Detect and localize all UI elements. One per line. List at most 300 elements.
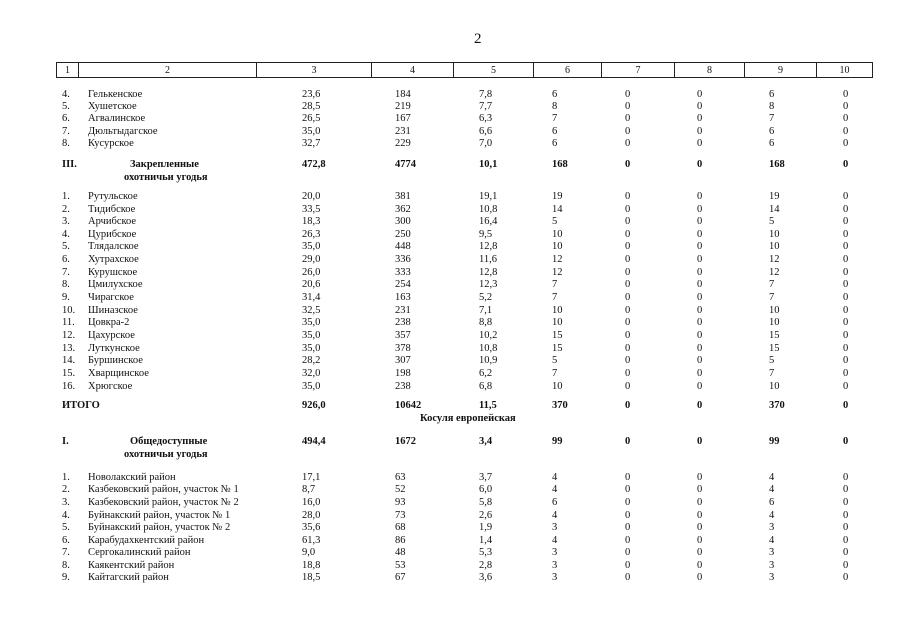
- cell-c9: 6: [769, 126, 775, 137]
- cell-c9: 6: [769, 89, 775, 100]
- cell-c9: 7: [769, 113, 775, 124]
- cell-c8: 0: [697, 89, 703, 100]
- cell-c9: 7: [769, 368, 775, 379]
- cell-name: Кайтагский район: [88, 572, 169, 583]
- cell-c4: 167: [395, 113, 411, 124]
- cell-c7: 0: [625, 484, 631, 495]
- cell-c5: 11,6: [479, 254, 497, 265]
- table-row: [0, 253, 905, 266]
- cell-c3: 33,5: [302, 204, 321, 215]
- cell-c10: 0: [843, 191, 849, 202]
- cell-c3: 32,0: [302, 368, 321, 379]
- cell-name: Новолакский район: [88, 472, 176, 483]
- cell-c3: 35,0: [302, 317, 321, 328]
- cell-name: Тлядалское: [88, 241, 139, 252]
- cell-c10: 0: [843, 267, 849, 278]
- cell-c7: 0: [625, 436, 631, 447]
- cell-c8: 0: [697, 267, 703, 278]
- cell-c4: 67: [395, 572, 406, 583]
- cell-c9: 10: [769, 241, 780, 252]
- cell-c6: 4: [552, 535, 558, 546]
- cell-c7: 0: [625, 497, 631, 508]
- cell-c8: 0: [697, 216, 703, 227]
- table-row: [0, 367, 905, 380]
- cell-name: Буйнакский район, участок № 2: [88, 522, 231, 533]
- cell-num: 3.: [62, 216, 70, 227]
- cell-c3: 32,7: [302, 138, 321, 149]
- table-row: [0, 354, 905, 367]
- cell-name: Казбековский район, участок № 1: [88, 484, 239, 495]
- cell-name: Закрепленные: [130, 159, 199, 170]
- column-header-7: 7: [602, 63, 675, 77]
- cell-c8: 0: [697, 522, 703, 533]
- cell-c10: 0: [843, 254, 849, 265]
- table-row: [0, 240, 905, 253]
- cell-c6: 14: [552, 204, 563, 215]
- cell-c7: 0: [625, 355, 631, 366]
- column-header-10: 10: [839, 64, 850, 76]
- cell-c6: 15: [552, 330, 563, 341]
- cell-c10: 0: [843, 355, 849, 366]
- cell-c3: 23,6: [302, 89, 321, 100]
- cell-c9: 3: [769, 560, 775, 571]
- cell-c6: 370: [552, 400, 568, 411]
- cell-num: 6.: [62, 535, 70, 546]
- cell-c8: 0: [697, 572, 703, 583]
- cell-c6: 12: [552, 254, 563, 265]
- column-header-9: 9: [745, 63, 817, 77]
- cell-c6: 15: [552, 343, 563, 354]
- cell-c3: 35,6: [302, 522, 321, 533]
- cell-name-line2: охотничьи угодья: [124, 449, 208, 460]
- cell-c9: 7: [769, 292, 775, 303]
- cell-num: 2.: [62, 204, 70, 215]
- cell-num: 5.: [62, 522, 70, 533]
- cell-c5: 6,6: [479, 126, 493, 137]
- cell-c4: 250: [395, 229, 411, 240]
- cell-c7: 0: [625, 572, 631, 583]
- cell-c8: 0: [697, 292, 703, 303]
- cell-num: 6.: [62, 254, 70, 265]
- cell-c6: 10: [552, 381, 563, 392]
- cell-c7: 0: [625, 204, 631, 215]
- cell-c6: 6: [552, 89, 558, 100]
- cell-c10: 0: [843, 113, 849, 124]
- cell-c10: 0: [843, 535, 849, 546]
- cell-name: Шиназское: [88, 305, 138, 316]
- column-header-1: 1: [57, 63, 79, 77]
- cell-c10: 0: [843, 400, 849, 411]
- cell-num: 10.: [62, 305, 76, 316]
- cell-c5: 1,4: [479, 535, 493, 546]
- cell-c6: 10: [552, 317, 563, 328]
- cell-name: Казбековский район, участок № 2: [88, 497, 239, 508]
- cell-c8: 0: [697, 113, 703, 124]
- cell-c8: 0: [697, 381, 703, 392]
- cell-c3: 61,3: [302, 535, 321, 546]
- cell-c6: 5: [552, 216, 558, 227]
- cell-c3: 8,7: [302, 484, 316, 495]
- cell-c10: 0: [843, 343, 849, 354]
- cell-num: 7.: [62, 547, 70, 558]
- cell-name-line2: охотничьи угодья: [124, 172, 208, 183]
- cell-c4: 231: [395, 305, 411, 316]
- cell-c3: 18,5: [302, 572, 321, 583]
- cell-c10: 0: [843, 279, 849, 290]
- cell-name: Буршинское: [88, 355, 143, 366]
- cell-num: III.: [62, 159, 77, 170]
- cell-c4: 86: [395, 535, 406, 546]
- cell-c3: 31,4: [302, 292, 321, 303]
- cell-c4: 73: [395, 510, 406, 521]
- cell-c9: 15: [769, 330, 780, 341]
- cell-c8: 0: [697, 368, 703, 379]
- cell-c7: 0: [625, 113, 631, 124]
- cell-c6: 4: [552, 510, 558, 521]
- cell-c6: 10: [552, 229, 563, 240]
- cell-c8: 0: [697, 510, 703, 521]
- cell-c7: 0: [625, 254, 631, 265]
- cell-c6: 3: [552, 572, 558, 583]
- cell-c4: 163: [395, 292, 411, 303]
- cell-c6: 3: [552, 547, 558, 558]
- cell-c9: 4: [769, 484, 775, 495]
- cell-c7: 0: [625, 305, 631, 316]
- cell-c8: 0: [697, 126, 703, 137]
- cell-c10: 0: [843, 330, 849, 341]
- cell-c10: 0: [843, 101, 849, 112]
- cell-c10: 0: [843, 292, 849, 303]
- cell-c9: 12: [769, 254, 780, 265]
- cell-c7: 0: [625, 547, 631, 558]
- cell-c9: 10: [769, 317, 780, 328]
- cell-c4: 381: [395, 191, 411, 202]
- column-header-2: 2: [79, 63, 257, 77]
- table-row: [0, 316, 905, 329]
- table-row: [0, 137, 905, 150]
- cell-num: 1.: [62, 191, 70, 202]
- cell-c9: 6: [769, 497, 775, 508]
- cell-c9: 10: [769, 229, 780, 240]
- column-header-5: 5: [454, 63, 534, 77]
- cell-c7: 0: [625, 267, 631, 278]
- cell-c9: 10: [769, 305, 780, 316]
- cell-c9: 14: [769, 204, 780, 215]
- cell-c8: 0: [697, 355, 703, 366]
- cell-c8: 0: [697, 547, 703, 558]
- cell-c7: 0: [625, 343, 631, 354]
- cell-c4: 4774: [395, 159, 416, 170]
- cell-num: 8.: [62, 279, 70, 290]
- cell-c10: 0: [843, 436, 849, 447]
- cell-c10: 0: [843, 547, 849, 558]
- cell-c9: 4: [769, 472, 775, 483]
- cell-num: 4.: [62, 510, 70, 521]
- cell-c7: 0: [625, 159, 631, 170]
- cell-c8: 0: [697, 560, 703, 571]
- section-row: [0, 158, 905, 183]
- cell-c9: 168: [769, 159, 785, 170]
- cell-c5: 2,6: [479, 510, 493, 521]
- cell-c6: 168: [552, 159, 568, 170]
- cell-num: 13.: [62, 343, 76, 354]
- cell-c10: 0: [843, 510, 849, 521]
- cell-c9: 4: [769, 535, 775, 546]
- cell-name: Кусурское: [88, 138, 134, 149]
- cell-num: 1.: [62, 472, 70, 483]
- cell-c7: 0: [625, 472, 631, 483]
- cell-c4: 53: [395, 560, 406, 571]
- cell-c7: 0: [625, 191, 631, 202]
- cell-c8: 0: [697, 317, 703, 328]
- cell-c3: 32,5: [302, 305, 321, 316]
- cell-c3: 926,0: [302, 400, 326, 411]
- cell-c9: 8: [769, 101, 775, 112]
- cell-c8: 0: [697, 484, 703, 495]
- cell-c4: 68: [395, 522, 406, 533]
- table-row: [0, 483, 905, 496]
- cell-c4: 219: [395, 101, 411, 112]
- cell-c3: 35,0: [302, 343, 321, 354]
- cell-c4: 231: [395, 126, 411, 137]
- cell-name: Цахурское: [88, 330, 135, 341]
- cell-c7: 0: [625, 510, 631, 521]
- cell-c9: 19: [769, 191, 780, 202]
- cell-c5: 5,2: [479, 292, 493, 303]
- cell-c5: 12,8: [479, 241, 498, 252]
- cell-name: Курушское: [88, 267, 138, 278]
- cell-c9: 3: [769, 547, 775, 558]
- cell-c9: 10: [769, 381, 780, 392]
- cell-c8: 0: [697, 330, 703, 341]
- cell-c4: 10642: [395, 400, 422, 411]
- cell-c9: 3: [769, 572, 775, 583]
- cell-c7: 0: [625, 292, 631, 303]
- cell-name: Тидибское: [88, 204, 136, 215]
- cell-c8: 0: [697, 279, 703, 290]
- cell-c5: 3,6: [479, 572, 493, 583]
- cell-c8: 0: [697, 229, 703, 240]
- cell-c8: 0: [697, 472, 703, 483]
- cell-c7: 0: [625, 89, 631, 100]
- cell-c4: 63: [395, 472, 406, 483]
- cell-c6: 8: [552, 101, 558, 112]
- cell-c6: 7: [552, 292, 558, 303]
- cell-c7: 0: [625, 241, 631, 252]
- total-row: [0, 399, 905, 412]
- cell-c7: 0: [625, 317, 631, 328]
- cell-c10: 0: [843, 484, 849, 495]
- cell-c10: 0: [843, 305, 849, 316]
- cell-c5: 7,0: [479, 138, 493, 149]
- cell-c3: 20,6: [302, 279, 321, 290]
- cell-c4: 1672: [395, 436, 416, 447]
- cell-c10: 0: [843, 138, 849, 149]
- table-row: [0, 521, 905, 534]
- cell-c5: 8,8: [479, 317, 493, 328]
- cell-c8: 0: [697, 343, 703, 354]
- cell-c7: 0: [625, 101, 631, 112]
- cell-c9: 5: [769, 216, 775, 227]
- cell-c9: 12: [769, 267, 780, 278]
- cell-c5: 9,5: [479, 229, 493, 240]
- cell-c9: 3: [769, 522, 775, 533]
- cell-c6: 19: [552, 191, 563, 202]
- cell-c6: 12: [552, 267, 563, 278]
- cell-c5: 3,7: [479, 472, 493, 483]
- cell-c6: 7: [552, 368, 558, 379]
- cell-c3: 26,3: [302, 229, 321, 240]
- cell-c5: 6,0: [479, 484, 493, 495]
- cell-c4: 357: [395, 330, 411, 341]
- cell-num: 14.: [62, 355, 76, 366]
- cell-c5: 6,2: [479, 368, 493, 379]
- cell-c10: 0: [843, 317, 849, 328]
- cell-c3: 35,0: [302, 381, 321, 392]
- cell-c10: 0: [843, 126, 849, 137]
- cell-c5: 3,4: [479, 436, 493, 447]
- cell-c3: 28,5: [302, 101, 321, 112]
- cell-num: 5.: [62, 101, 70, 112]
- cell-c7: 0: [625, 400, 631, 411]
- cell-c6: 6: [552, 126, 558, 137]
- species-subtitle: Косуля европейская: [420, 413, 516, 424]
- cell-c5: 6,3: [479, 113, 493, 124]
- cell-c10: 0: [843, 159, 849, 170]
- cell-c10: 0: [843, 89, 849, 100]
- cell-c9: 7: [769, 279, 775, 290]
- cell-name: Гелькенское: [88, 89, 143, 100]
- cell-num: I.: [62, 436, 69, 447]
- cell-c4: 336: [395, 254, 411, 265]
- cell-num: 8.: [62, 560, 70, 571]
- cell-name: Рутульское: [88, 191, 138, 202]
- cell-c3: 35,0: [302, 330, 321, 341]
- cell-c7: 0: [625, 522, 631, 533]
- cell-c9: 6: [769, 138, 775, 149]
- cell-c8: 0: [697, 138, 703, 149]
- cell-c7: 0: [625, 535, 631, 546]
- cell-num: 5.: [62, 241, 70, 252]
- section-row: [0, 435, 905, 460]
- cell-c8: 0: [697, 535, 703, 546]
- cell-c6: 4: [552, 472, 558, 483]
- cell-c10: 0: [843, 229, 849, 240]
- cell-name: Дюльтыдагское: [88, 126, 158, 137]
- cell-c5: 6,8: [479, 381, 493, 392]
- column-header-8: 8: [675, 63, 745, 77]
- cell-num: 3.: [62, 497, 70, 508]
- cell-c10: 0: [843, 216, 849, 227]
- table-row: [0, 278, 905, 291]
- cell-c4: 254: [395, 279, 411, 290]
- cell-name: Агвалинское: [88, 113, 146, 124]
- cell-c5: 1,9: [479, 522, 493, 533]
- cell-num: 4.: [62, 229, 70, 240]
- cell-c9: 15: [769, 343, 780, 354]
- cell-num: ИТОГО: [62, 400, 100, 411]
- cell-c4: 52: [395, 484, 406, 495]
- cell-c5: 10,2: [479, 330, 498, 341]
- cell-c7: 0: [625, 138, 631, 149]
- cell-c10: 0: [843, 572, 849, 583]
- cell-name: Карабудахкентский район: [88, 535, 205, 546]
- cell-c9: 5: [769, 355, 775, 366]
- cell-c8: 0: [697, 101, 703, 112]
- cell-name: Хушетское: [88, 101, 137, 112]
- cell-c5: 2,8: [479, 560, 493, 571]
- cell-c8: 0: [697, 191, 703, 202]
- cell-name: Цмилухское: [88, 279, 143, 290]
- cell-c3: 18,3: [302, 216, 321, 227]
- cell-c5: 7,8: [479, 89, 493, 100]
- cell-c10: 0: [843, 560, 849, 571]
- cell-c6: 99: [552, 436, 563, 447]
- cell-c4: 307: [395, 355, 411, 366]
- cell-c10: 0: [843, 204, 849, 215]
- cell-c5: 10,8: [479, 204, 498, 215]
- cell-c4: 238: [395, 381, 411, 392]
- cell-c10: 0: [843, 472, 849, 483]
- cell-num: 12.: [62, 330, 76, 341]
- table-row: [0, 380, 905, 393]
- cell-c3: 35,0: [302, 241, 321, 252]
- cell-num: 11.: [62, 317, 75, 328]
- cell-c10: 0: [843, 368, 849, 379]
- cell-c5: 7,1: [479, 305, 493, 316]
- cell-c3: 17,1: [302, 472, 321, 483]
- cell-c3: 18,8: [302, 560, 321, 571]
- cell-c7: 0: [625, 216, 631, 227]
- table-row: [0, 112, 905, 125]
- cell-num: 9.: [62, 572, 70, 583]
- cell-c8: 0: [697, 204, 703, 215]
- cell-name: Чирагское: [88, 292, 134, 303]
- table-row: [0, 291, 905, 304]
- cell-c6: 4: [552, 484, 558, 495]
- cell-c5: 12,3: [479, 279, 498, 290]
- cell-c3: 28,2: [302, 355, 321, 366]
- cell-c3: 26,0: [302, 267, 321, 278]
- cell-c10: 0: [843, 381, 849, 392]
- cell-c8: 0: [697, 497, 703, 508]
- cell-c9: 370: [769, 400, 785, 411]
- cell-c6: 5: [552, 355, 558, 366]
- cell-c5: 19,1: [479, 191, 498, 202]
- cell-c8: 0: [697, 159, 703, 170]
- cell-c5: 7,7: [479, 101, 493, 112]
- cell-c3: 20,0: [302, 191, 321, 202]
- cell-num: 6.: [62, 113, 70, 124]
- cell-c5: 11,5: [479, 400, 497, 411]
- cell-c7: 0: [625, 381, 631, 392]
- cell-num: 8.: [62, 138, 70, 149]
- cell-c6: 3: [552, 522, 558, 533]
- cell-name: Общедоступные: [130, 436, 208, 447]
- cell-c3: 35,0: [302, 126, 321, 137]
- cell-name: Хрюгское: [88, 381, 133, 392]
- cell-c5: 10,8: [479, 343, 498, 354]
- cell-c8: 0: [697, 254, 703, 265]
- cell-c5: 12,8: [479, 267, 498, 278]
- cell-c4: 229: [395, 138, 411, 149]
- cell-c7: 0: [625, 279, 631, 290]
- cell-c3: 29,0: [302, 254, 321, 265]
- cell-num: 15.: [62, 368, 76, 379]
- table-row: [0, 571, 905, 584]
- cell-c10: 0: [843, 497, 849, 508]
- column-header-6: 6: [534, 63, 602, 77]
